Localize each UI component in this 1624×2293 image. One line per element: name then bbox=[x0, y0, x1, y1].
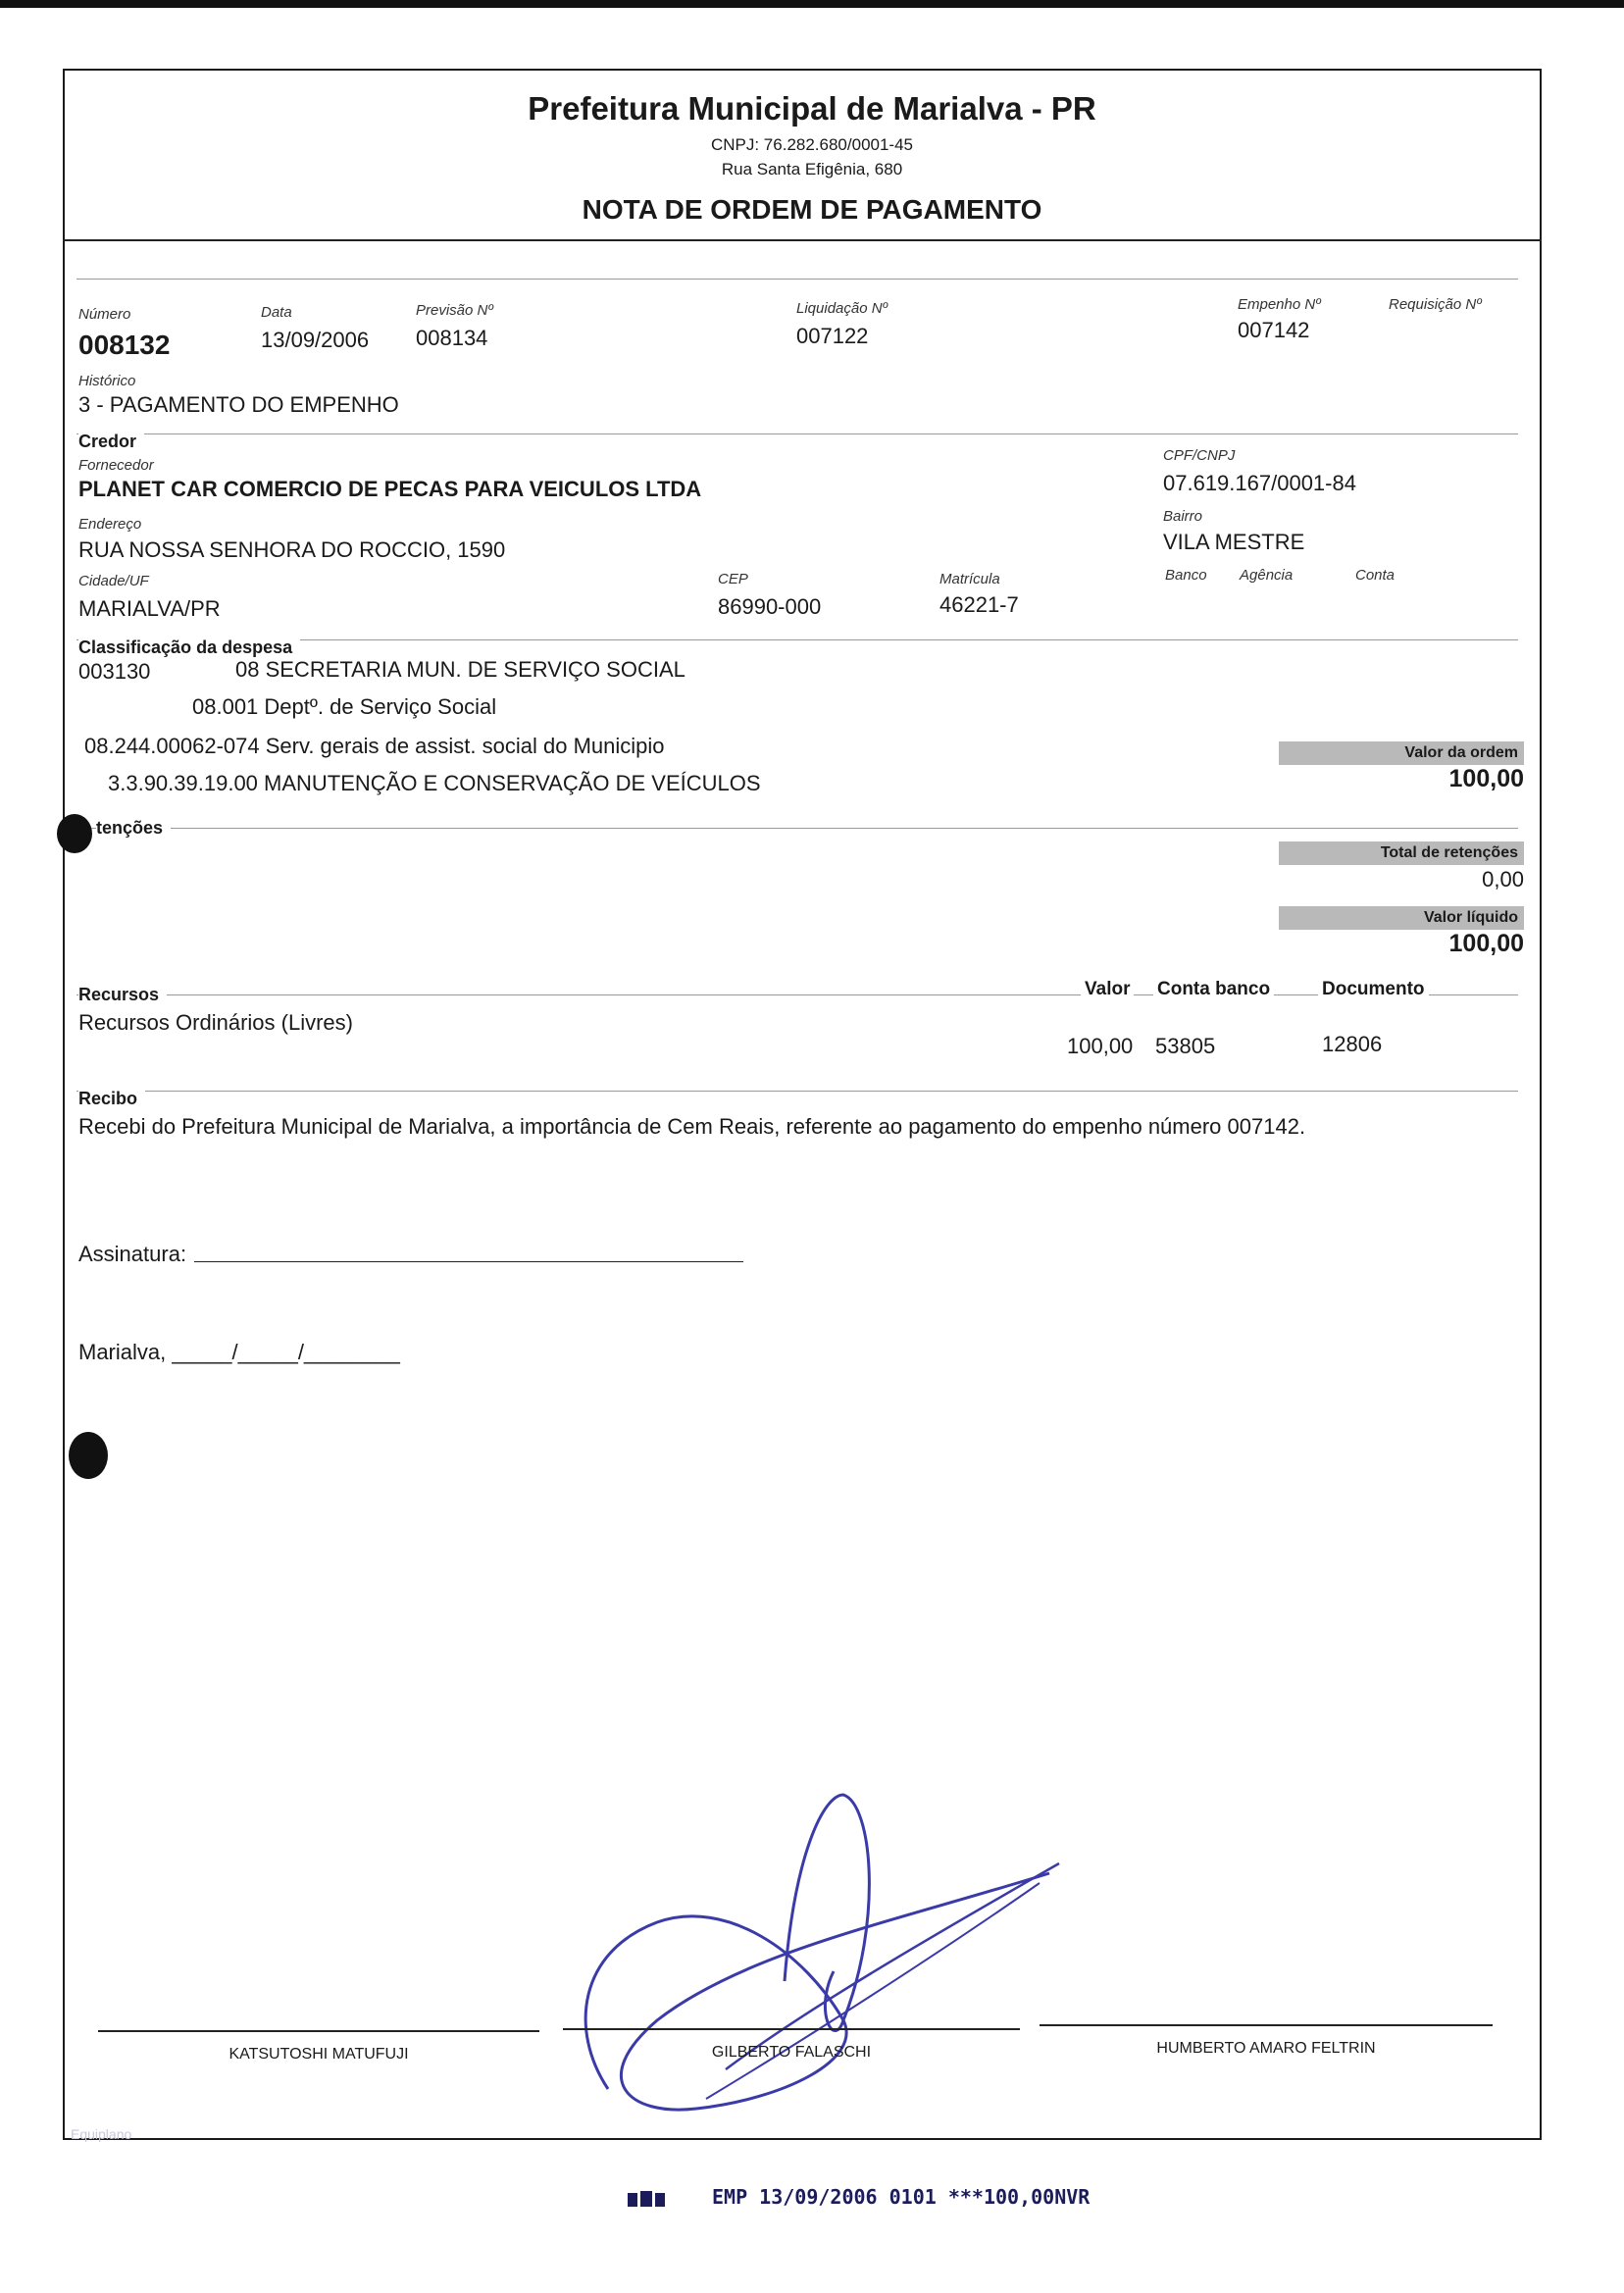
signature-line-1 bbox=[98, 2030, 539, 2032]
classificacao-line1: 08 SECRETARIA MUN. DE SERVIÇO SOCIAL bbox=[235, 657, 685, 682]
valor-ordem-value: 100,00 bbox=[1448, 765, 1524, 792]
empenho-label: Empenho Nº bbox=[1238, 296, 1321, 313]
bairro-label: Bairro bbox=[1163, 508, 1203, 525]
recursos-divider bbox=[76, 994, 1518, 995]
endereco-value: RUA NOSSA SENHORA DO ROCCIO, 1590 bbox=[78, 537, 506, 562]
cidade-label: Cidade/UF bbox=[78, 573, 149, 589]
total-retencoes-value: 0,00 bbox=[1482, 867, 1524, 892]
signature-line-2 bbox=[563, 2028, 1020, 2030]
retencoes-divider bbox=[76, 828, 1518, 829]
retencoes-section: tenções bbox=[96, 818, 171, 839]
total-retencoes-label: Total de retenções bbox=[1279, 841, 1524, 865]
recursos-valor-header: Valor bbox=[1081, 979, 1134, 1000]
recibo-section: Recibo bbox=[78, 1089, 145, 1109]
assinatura-line bbox=[194, 1261, 743, 1262]
document-title: NOTA DE ORDEM DE PAGAMENTO bbox=[582, 194, 1042, 225]
cep-label: CEP bbox=[718, 571, 748, 587]
punch-hole-mark bbox=[57, 814, 92, 853]
credor-divider bbox=[76, 433, 1518, 434]
cpf-value: 07.619.167/0001-84 bbox=[1163, 471, 1356, 495]
recursos-section: Recursos bbox=[78, 985, 167, 1005]
recursos-descricao: Recursos Ordinários (Livres) bbox=[78, 1010, 353, 1035]
bairro-value: VILA MESTRE bbox=[1163, 530, 1305, 554]
cnpj-line: CNPJ: 76.282.680/0001-45 bbox=[710, 135, 914, 154]
recursos-conta: 53805 bbox=[1155, 1034, 1216, 1058]
municipality-title: Prefeitura Municipal de Marialva - PR bbox=[528, 90, 1096, 127]
signatory-3: HUMBERTO AMARO FELTRIN bbox=[1156, 2040, 1376, 2057]
payment-stamp: EMP 13/09/2006 0101 ***100,00NVR bbox=[712, 2185, 1091, 2209]
stamp-logo-icon bbox=[628, 2187, 667, 2211]
valor-liquido-label: Valor líquido bbox=[1279, 906, 1524, 930]
local-date: Marialva, _____/_____/________ bbox=[78, 1340, 400, 1364]
cep-value: 86990-000 bbox=[718, 594, 822, 619]
scan-top-edge bbox=[0, 0, 1624, 8]
classificacao-line3: 08.244.00062-074 Serv. gerais de assist. social do Municipio bbox=[84, 734, 665, 758]
numero-value: 008132 bbox=[78, 330, 171, 360]
header-divider bbox=[63, 239, 1542, 241]
empenho-value: 007142 bbox=[1238, 318, 1310, 342]
recursos-documento-header: Documento bbox=[1318, 979, 1429, 1000]
recibo-divider bbox=[76, 1091, 1518, 1092]
classificacao-line4: 3.3.90.39.19.00 MANUTENÇÃO E CONSERVAÇÃO DE VEÍCULOS bbox=[108, 771, 761, 795]
faint-footer-label: Equiplano bbox=[71, 2126, 132, 2142]
historico-label: Histórico bbox=[78, 373, 136, 389]
classificacao-section: Classificação da despesa bbox=[78, 637, 300, 658]
recursos-documento: 12806 bbox=[1322, 1032, 1383, 1056]
valor-ordem-label: Valor da ordem bbox=[1279, 741, 1524, 765]
ids-divider bbox=[76, 279, 1518, 280]
fornecedor-value: PLANET CAR COMERCIO DE PECAS PARA VEICULOS LTDA bbox=[78, 477, 702, 501]
punch-hole-mark-2 bbox=[69, 1432, 108, 1479]
cidade-value: MARIALVA/PR bbox=[78, 596, 221, 621]
recursos-valor: 100,00 bbox=[1067, 1034, 1134, 1058]
endereco-label: Endereço bbox=[78, 516, 142, 533]
classificacao-code: 003130 bbox=[78, 659, 151, 684]
address-line: Rua Santa Efigênia, 680 bbox=[721, 160, 903, 178]
signature-line-3 bbox=[1040, 2024, 1493, 2026]
data-label: Data bbox=[261, 304, 292, 321]
previsao-label: Previsão Nº bbox=[416, 302, 493, 319]
requisicao-label: Requisição Nº bbox=[1389, 296, 1482, 313]
previsao-value: 008134 bbox=[416, 326, 488, 350]
handwritten-signature bbox=[549, 1775, 1079, 2128]
valor-liquido-value: 100,00 bbox=[1448, 930, 1524, 957]
recursos-conta-header: Conta banco bbox=[1153, 979, 1274, 1000]
conta-label: Conta bbox=[1355, 567, 1396, 584]
matricula-value: 46221-7 bbox=[939, 592, 1019, 617]
liquidacao-value: 007122 bbox=[796, 324, 869, 348]
historico-value: 3 - PAGAMENTO DO EMPENHO bbox=[78, 392, 399, 417]
matricula-label: Matrícula bbox=[939, 571, 1000, 587]
recibo-text: Recebi do Prefeitura Municipal de Marialva, a importância de Cem Reais, referente ao pagamento do empenho número 007142. bbox=[78, 1114, 1306, 1139]
data-value: 13/09/2006 bbox=[261, 328, 370, 352]
cpf-label: CPF/CNPJ bbox=[1163, 447, 1236, 464]
numero-label: Número bbox=[78, 306, 131, 323]
liquidacao-label: Liquidação Nº bbox=[796, 300, 888, 317]
classificacao-line2: 08.001 Deptº. de Serviço Social bbox=[192, 694, 497, 719]
signatory-2: GILBERTO FALASCHI bbox=[711, 2044, 872, 2061]
banco-label: Banco bbox=[1165, 567, 1207, 584]
signatory-1: KATSUTOSHI MATUFUJI bbox=[228, 2046, 409, 2063]
assinatura-label: Assinatura: bbox=[78, 1242, 187, 1266]
credor-section: Credor bbox=[78, 432, 144, 452]
agencia-label: Agência bbox=[1240, 567, 1294, 584]
fornecedor-label: Fornecedor bbox=[78, 457, 154, 474]
